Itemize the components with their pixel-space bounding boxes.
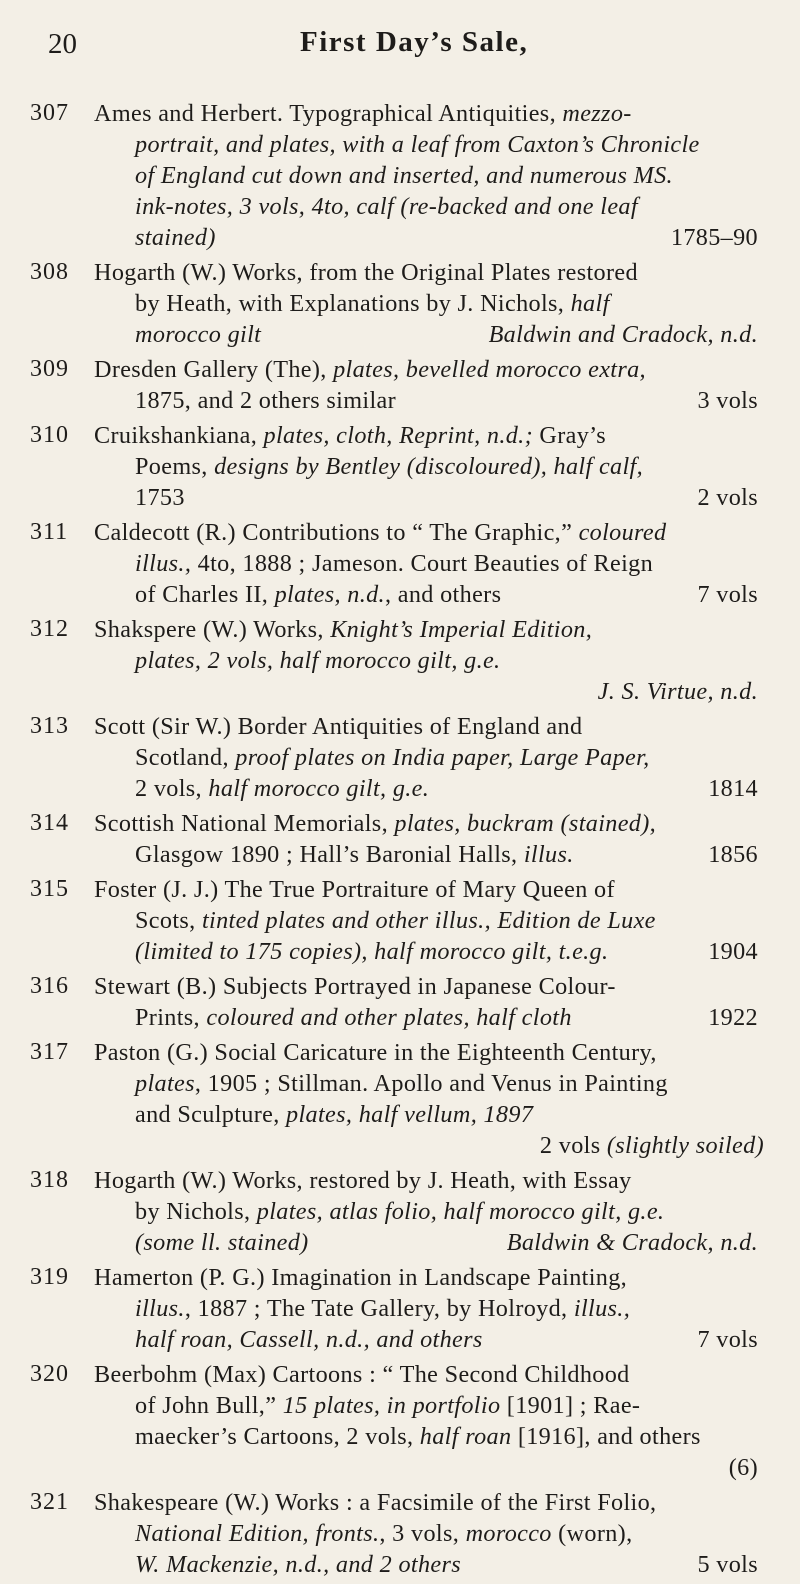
lot-text: Ames and Herbert. Typographical Antiquities, xyxy=(94,100,556,127)
lot-308 xyxy=(0,257,800,350)
lot-319 xyxy=(0,1262,800,1355)
lot-309 xyxy=(0,354,800,416)
lot-text: Scott (Sir W.) Border Antiquities of England and xyxy=(94,713,583,740)
lot-text-italic: plates, bevelled morocco extra, xyxy=(333,356,646,383)
lot-quantity: 3 vols xyxy=(697,387,758,414)
lot-text-italic: plates xyxy=(135,1070,195,1097)
lot-imprint: Baldwin and Cradock, n.d. xyxy=(488,321,758,348)
lot-text: 2 vols, xyxy=(135,775,202,802)
lot-text-italic: proof plates on India paper, Large Paper, xyxy=(235,744,650,771)
lot-text: [1901] ; Rae- xyxy=(506,1392,641,1419)
lot-quantity: 2 vols xyxy=(697,484,758,511)
lot-text: , 1887 ; The Tate Gallery, by Holroyd, xyxy=(184,1295,568,1322)
lot-text: Dresden Gallery (The), xyxy=(94,356,327,383)
lot-318 xyxy=(0,1165,800,1258)
lot-date: 1785–90 xyxy=(670,224,758,251)
lot-315 xyxy=(0,874,800,967)
lot-316 xyxy=(0,971,800,1033)
lot-text: maecker’s Cartoons, 2 vols, xyxy=(135,1423,414,1450)
lot-text: Gray’s xyxy=(539,422,606,449)
lot-text-italic: illus. xyxy=(523,841,574,868)
lot-number: 308 xyxy=(30,259,69,285)
lot-text: Prints, xyxy=(135,1004,200,1031)
lot-text-italic: (limited to 175 copies), half morocco gilt, t.e.g. xyxy=(135,938,609,965)
lot-317 xyxy=(0,1037,800,1161)
lot-text: Scotland, xyxy=(135,744,229,771)
page-header xyxy=(0,0,800,80)
lot-text-italic: morocco gilt xyxy=(135,321,262,348)
lot-number: 307 xyxy=(30,100,69,126)
lot-text-italic: 15 plates, in portfolio xyxy=(282,1392,501,1419)
lot-text: Hamerton (P. G.) Imagination in Landscape Painting, xyxy=(94,1264,628,1291)
lot-text: of John Bull,” xyxy=(135,1392,277,1419)
lot-imprint: Baldwin & Cradock, n.d. xyxy=(506,1229,758,1256)
lot-text-italic: illus. xyxy=(135,1295,185,1322)
lot-text-italic: half morocco gilt, g.e. xyxy=(208,775,430,802)
lot-text-italic: plates, atlas folio, half morocco gilt, g.e. xyxy=(256,1198,665,1225)
lot-text: 4to, 1888 ; Jameson. Court Beauties of Reign xyxy=(197,550,654,577)
lot-text-italic: mezzo- xyxy=(562,100,632,127)
lot-321 xyxy=(0,1487,800,1580)
lot-number: 320 xyxy=(30,1361,69,1387)
lot-text-italic: morocco xyxy=(465,1520,552,1547)
lot-text: Poems, xyxy=(135,453,208,480)
lot-text-italic: stained) xyxy=(135,224,216,251)
lot-text: Shakespeare (W.) Works : a Facsimile of the First Folio, xyxy=(94,1489,657,1516)
lot-text-italic: coloured and other plates, half cloth xyxy=(206,1004,572,1031)
lot-date: 1814 xyxy=(708,775,758,802)
lot-text: Scottish National Memorials, xyxy=(94,810,388,837)
lot-text-italic: half roan xyxy=(419,1423,512,1450)
lot-number: 315 xyxy=(30,876,69,902)
lot-text: and Sculpture, xyxy=(135,1101,280,1128)
lot-number: 317 xyxy=(30,1039,69,1065)
lot-text-italic: plates, half vellum, 1897 xyxy=(286,1101,534,1128)
lot-number: 311 xyxy=(30,519,69,545)
lot-quantity: 7 vols xyxy=(697,1326,758,1353)
lot-313 xyxy=(0,711,800,804)
lot-number: 310 xyxy=(30,422,69,448)
lot-text: Shakspere (W.) Works, xyxy=(94,616,324,643)
lot-320 xyxy=(0,1359,800,1483)
lot-text-italic: Knight’s Imperial Edition, xyxy=(330,616,593,643)
lot-text-italic: (some ll. stained) xyxy=(135,1229,309,1256)
lot-number: 314 xyxy=(30,810,69,836)
lot-text: Hogarth (W.) Works, restored by J. Heath, with Essay xyxy=(94,1167,632,1194)
lot-text-italic: plates, cloth, Reprint, n.d.; xyxy=(263,422,533,449)
lot-text-italic: illus., xyxy=(573,1295,631,1322)
lot-text: , 1905 ; Stillman. Apollo and Venus in Painting xyxy=(194,1070,668,1097)
lot-number: 321 xyxy=(30,1489,69,1515)
lot-number: 313 xyxy=(30,713,69,739)
lot-text-italic: half xyxy=(570,290,610,317)
lot-text: of Charles II, xyxy=(135,581,269,608)
lot-text: , and others xyxy=(384,581,502,608)
lot-text-italic: designs by Bentley (discoloured), half calf, xyxy=(214,453,644,480)
lot-number: 316 xyxy=(30,973,69,999)
lot-list xyxy=(0,98,800,1584)
lot-text-italic: plates, 2 vols, half morocco gilt, g.e. xyxy=(135,647,501,674)
lot-text-italic: portrait, and plates, with a leaf from Caxton’s Chronicle xyxy=(135,131,700,158)
lot-text: , 3 vols, xyxy=(379,1520,460,1547)
lot-text: 1875, and 2 others similar xyxy=(135,387,397,414)
lot-condition: (slightly soiled) xyxy=(606,1132,764,1159)
lot-quantity: (6) xyxy=(728,1454,758,1481)
lot-quantity: 2 vols xyxy=(539,1132,601,1159)
lot-quantity: 5 vols xyxy=(697,1551,758,1578)
lot-text-italic: coloured xyxy=(578,519,667,546)
lot-307 xyxy=(0,98,800,253)
lot-number: 318 xyxy=(30,1167,69,1193)
lot-number: 312 xyxy=(30,616,69,642)
lot-312 xyxy=(0,614,800,707)
lot-text-italic: illus., xyxy=(135,550,192,577)
lot-310 xyxy=(0,420,800,513)
lot-314 xyxy=(0,808,800,870)
lot-text: by Nichols, xyxy=(135,1198,251,1225)
lot-text-italic: W. Mackenzie, n.d., and 2 others xyxy=(135,1551,462,1578)
lot-text: Beerbohm (Max) Cartoons : “ The Second Childhood xyxy=(94,1361,630,1388)
page-number: 20 xyxy=(48,28,77,60)
lot-311 xyxy=(0,517,800,610)
lot-text: Hogarth (W.) Works, from the Original Plates restored xyxy=(94,259,638,286)
lot-text: by Heath, with Explanations by J. Nichols, xyxy=(135,290,565,317)
lot-text-italic: tinted plates and other illus., Edition de Luxe xyxy=(201,907,656,934)
lot-text: (worn), xyxy=(558,1520,633,1547)
lot-text-italic: half roan, Cassell, n.d., and others xyxy=(135,1326,483,1353)
lot-text: Foster (J. J.) The True Portraiture of Mary Queen of xyxy=(94,876,615,903)
lot-text-italic: ink-notes, 3 vols, 4to, calf (re-backed and one leaf xyxy=(135,193,638,220)
lot-imprint: J. S. Virtue, n.d. xyxy=(597,678,758,705)
lot-number: 319 xyxy=(30,1264,69,1290)
lot-date: 1856 xyxy=(708,841,758,868)
lot-text-italic: of England cut down and inserted, and numerous MS. xyxy=(135,162,673,189)
lot-text: Caldecott (R.) Contributions to “ The Graphic,” xyxy=(94,519,573,546)
running-head: First Day’s Sale, xyxy=(300,26,529,58)
lot-quantity: 7 vols xyxy=(697,581,758,608)
lot-date: 1904 xyxy=(708,938,758,965)
lot-text: Scots, xyxy=(135,907,196,934)
lot-text: [1916], and others xyxy=(517,1423,701,1450)
lot-text-italic: National Edition, fronts. xyxy=(135,1520,380,1547)
lot-text: 1753 xyxy=(135,484,185,511)
lot-text-italic: plates, buckram (stained), xyxy=(394,810,657,837)
lot-number: 309 xyxy=(30,356,69,382)
lot-text: Glasgow 1890 ; Hall’s Baronial Halls, xyxy=(135,841,518,868)
lot-text-italic: plates, n.d. xyxy=(274,581,385,608)
lot-text: Paston (G.) Social Caricature in the Eighteenth Century, xyxy=(94,1039,657,1066)
lot-text: Stewart (B.) Subjects Portrayed in Japanese Colour- xyxy=(94,973,616,1000)
lot-text: Cruikshankiana, xyxy=(94,422,258,449)
lot-date: 1922 xyxy=(708,1004,758,1031)
